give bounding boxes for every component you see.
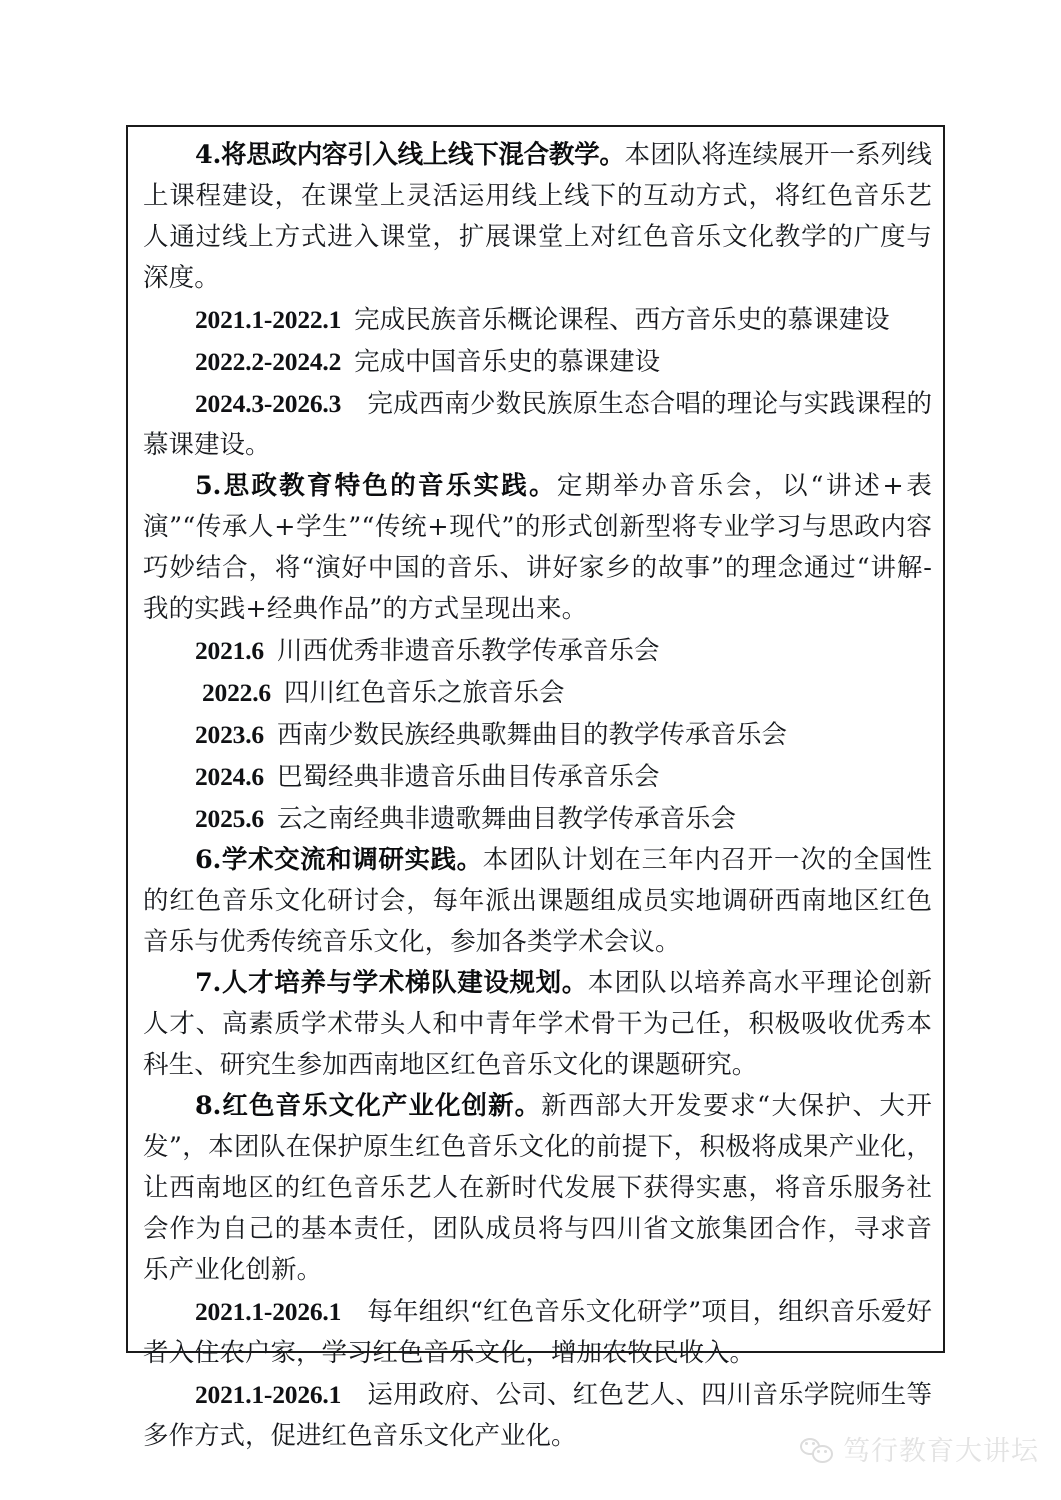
document-body bbox=[143, 135, 932, 1457]
section-4-body: 本团队将连续展开一系列线上课程建设，在课堂上灵活运用线上线下的互动方式，将红色音乐艺人通过线上方式进入课堂，扩展课堂上对红色音乐文化教学的广度与深度。 bbox=[143, 140, 932, 293]
schedule-item bbox=[143, 672, 932, 714]
watermark-label: 笃行教育大讲坛 bbox=[843, 1435, 1039, 1467]
schedule-date: 2021.1-2026.1 bbox=[195, 1380, 342, 1409]
paragraph-section-6 bbox=[143, 840, 932, 963]
schedule-text: 完成西南少数民族原生态合唱的理论与实践课程的慕课建设。 bbox=[143, 389, 932, 460]
section-7-body: 本团队以培养高水平理论创新人才、高素质学术带头人和中青年学术骨干为己任，积极吸收优秀本科生、研究生参加西南地区红色音乐文化的课题研究。 bbox=[143, 968, 932, 1080]
schedule-date: 2023.6 bbox=[195, 720, 264, 749]
section-6-body: 本团队计划在三年内召开一次的全国性的红色音乐文化研讨会，每年派出课题组成员实地调研西南地区红色音乐与优秀传统音乐文化，参加各类学术会议。 bbox=[143, 845, 933, 957]
paragraph-section-4 bbox=[143, 135, 932, 299]
schedule-date: 2021.1-2022.1 bbox=[195, 305, 342, 334]
section-8-lead: 8.红色音乐文化产业化创新。 bbox=[195, 1091, 542, 1121]
section-7-lead: 7.人才培养与学术梯队建设规划。 bbox=[195, 968, 588, 998]
schedule-item bbox=[143, 383, 932, 466]
wechat-icon bbox=[800, 1437, 834, 1465]
schedule-item bbox=[143, 1291, 932, 1374]
schedule-text: 巴蜀经典非遗音乐曲目传承音乐会 bbox=[276, 762, 660, 792]
schedule-item bbox=[143, 299, 932, 341]
schedule-text: 云之南经典非遗歌舞曲目教学传承音乐会 bbox=[276, 804, 736, 834]
section-6-lead: 6.学术交流和调研实践。 bbox=[195, 845, 483, 875]
paragraph-section-5 bbox=[143, 466, 932, 630]
schedule-text: 完成民族音乐概论课程、西方音乐史的慕课建设 bbox=[354, 305, 890, 335]
schedule-date: 2024.3-2026.3 bbox=[195, 389, 342, 418]
section-5-body: 定期举办音乐会，以“讲述+表演”“传承人+学生”“传统+现代”的形式创新型将专业学习与思政内容巧妙结合，将“演好中国的音乐、讲好家乡的故事”的理念通过“讲解-我的实践+经典作品”的方式呈现出来。 bbox=[143, 471, 932, 624]
schedule-text: 运用政府、公司、红色艺人、四川音乐学院师生等多作方式，促进红色音乐文化产业化。 bbox=[143, 1380, 932, 1451]
schedule-item bbox=[143, 341, 932, 383]
schedule-date: 2024.6 bbox=[195, 762, 264, 791]
schedule-date: 2022.2-2024.2 bbox=[195, 347, 342, 376]
schedule-text: 每年组织“红色音乐文化研学”项目，组织音乐爱好者入住农户家，学习红色音乐文化，增加农牧民收入。 bbox=[143, 1297, 932, 1368]
schedule-date: 2022.6 bbox=[202, 678, 271, 707]
paragraph-section-7 bbox=[143, 963, 932, 1086]
schedule-date: 2025.6 bbox=[195, 804, 264, 833]
document-frame bbox=[126, 125, 945, 1451]
section-8-body: 新西部大开发要求“大保护、大开发”，本团队在保护原生红色音乐文化的前提下，积极将成果产业化，让西南地区的红色音乐艺人在新时代发展下获得实惠，将音乐服务社会作为自己的基本责任，团队成员将与四川省文旅集团合作，寻求音乐产业化创新。 bbox=[143, 1091, 933, 1285]
schedule-text: 完成中国音乐史的慕课建设 bbox=[354, 347, 661, 377]
schedule-item bbox=[143, 630, 932, 672]
schedule-date: 2021.1-2026.1 bbox=[195, 1297, 342, 1326]
schedule-date: 2021.6 bbox=[195, 636, 264, 665]
watermark bbox=[800, 1437, 1039, 1465]
schedule-item bbox=[143, 756, 932, 798]
section-5-lead: 5.思政教育特色的音乐实践。 bbox=[195, 471, 557, 501]
section-4-lead: 4.将思政内容引入线上线下混合教学。 bbox=[195, 140, 625, 170]
schedule-item bbox=[143, 714, 932, 756]
schedule-item bbox=[143, 798, 932, 840]
schedule-text: 川西优秀非遗音乐教学传承音乐会 bbox=[276, 636, 660, 666]
schedule-text: 四川红色音乐之旅音乐会 bbox=[283, 678, 565, 708]
schedule-text: 西南少数民族经典歌舞曲目的教学传承音乐会 bbox=[276, 720, 787, 750]
paragraph-section-8 bbox=[143, 1086, 932, 1291]
